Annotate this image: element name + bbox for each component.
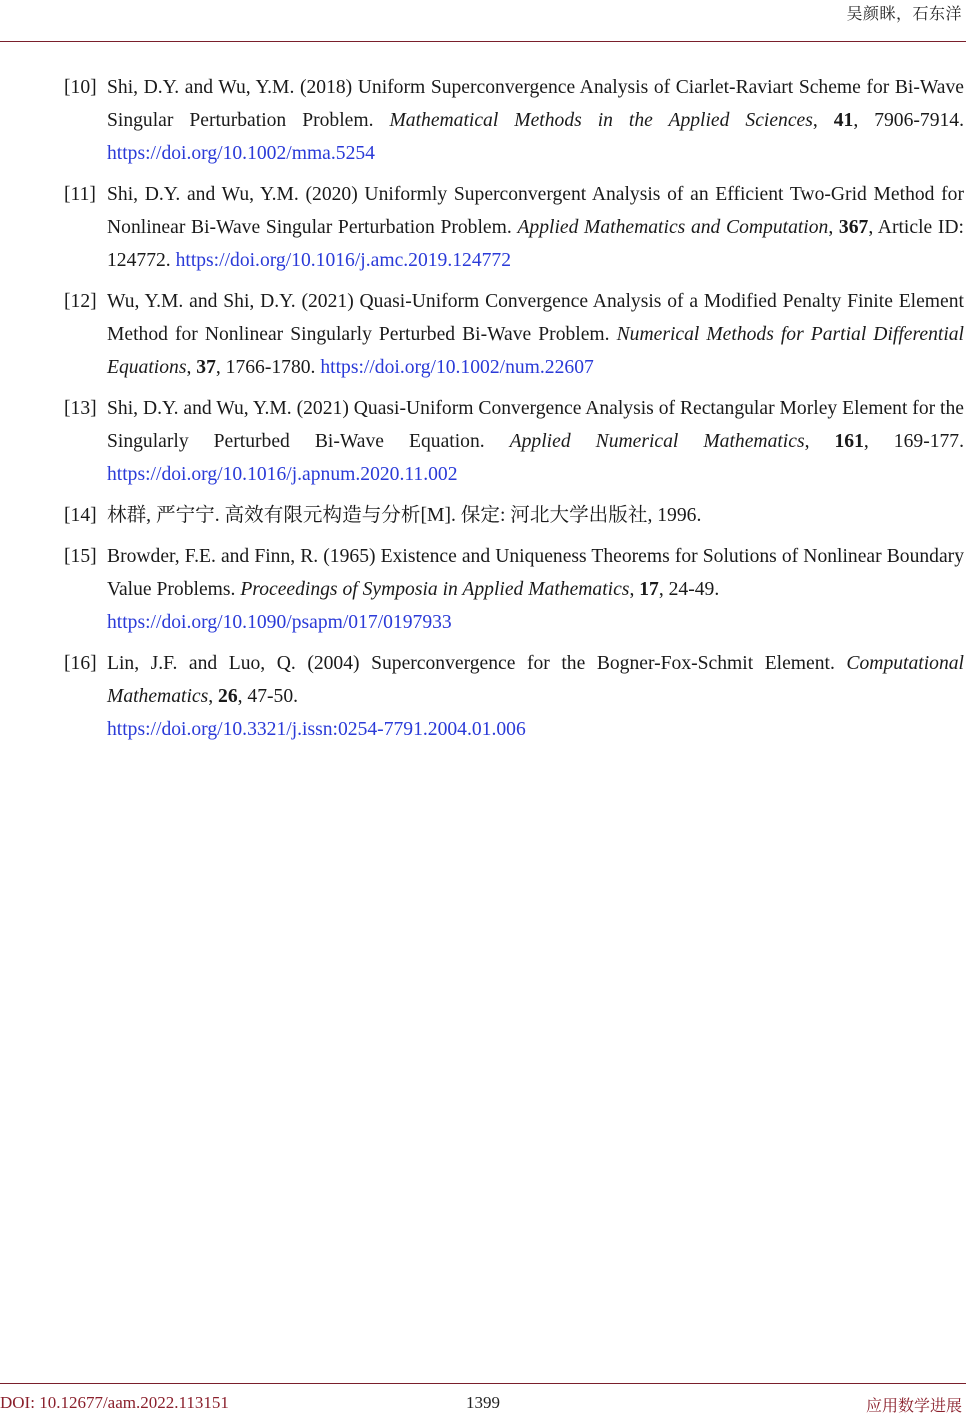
reference-pages: , Article ID: 124772. (107, 217, 964, 271)
separator: , (629, 579, 640, 600)
reference-item (0, 647, 966, 746)
reference-item (0, 178, 966, 277)
reference-pages: , 7906-7914. (853, 110, 964, 131)
reference-volume: 26 (218, 686, 238, 707)
reference-journal: Applied Numerical Mathematics (509, 431, 805, 452)
reference-pages: , 169-177. (863, 431, 965, 452)
reference-journal: Proceedings of Symposia in Applied Mathematics (240, 579, 630, 600)
reference-item (0, 71, 966, 170)
doi-link[interactable]: https://doi.org/10.1090/psapm/017/0197933 (107, 612, 452, 633)
reference-item (0, 285, 966, 384)
reference-volume: 17 (639, 579, 659, 600)
doi-link[interactable]: https://doi.org/10.1016/j.apnum.2020.11.002 (107, 464, 458, 485)
reference-item (0, 499, 966, 532)
reference-text: Shi, D.Y. and Wu, Y.M. (2018) Uniform Superconvergence Analysis of Ciarlet-Raviart Scheme for Bi-Wave Singular Perturbation Problem. (107, 77, 964, 131)
reference-pages: , 24-49. (658, 579, 720, 600)
reference-item (0, 540, 966, 639)
page-header (0, 0, 966, 42)
separator: , (186, 357, 197, 378)
reference-journal: Mathematical Methods in the Applied Sciences (389, 110, 813, 131)
reference-journal: Applied Mathematics and Computation (517, 217, 829, 238)
reference-volume: 161 (834, 431, 864, 452)
reference-journal: Numerical Methods for Partial Differential Equations (107, 324, 964, 378)
reference-text: Wu, Y.M. and Shi, D.Y. (2021) Quasi-Uniform Convergence Analysis of a Modified Penalty Finite Element Method for Nonlinear Singularly Perturbed Bi-Wave Problem. (107, 291, 964, 345)
reference-text: Shi, D.Y. and Wu, Y.M. (2021) Quasi-Uniform Convergence Analysis of Rectangular Morley Element for the Singularly Perturbed Bi-Wave Equation. (107, 398, 964, 452)
reference-text: 林群, 严宁宁. 高效有限元构造与分析[M]. 保定: 河北大学出版社, 1996. (107, 505, 702, 526)
doi-link[interactable]: https://doi.org/10.1016/j.amc.2019.124772 (175, 250, 512, 271)
reference-journal: Computational Mathematics (107, 653, 964, 707)
reference-text: Browder, F.E. and Finn, R. (1965) Existence and Uniqueness Theorems for Solutions of Nonlinear Boundary Value Problems. (107, 546, 964, 600)
reference-number: [13] (64, 398, 97, 419)
reference-volume: 41 (833, 110, 854, 131)
reference-number: [12] (64, 291, 97, 312)
reference-number: [10] (64, 77, 97, 98)
doi-link[interactable]: https://doi.org/10.3321/j.issn:0254-7791.2004.01.006 (107, 719, 526, 740)
reference-item (0, 392, 966, 491)
reference-text: Lin, J.F. and Luo, Q. (2004) Superconvergence for the Bogner-Fox-Schmit Element. (107, 653, 847, 674)
footer-doi: DOI: 10.12677/aam.2022.113151 (0, 1393, 229, 1412)
reference-text: Shi, D.Y. and Wu, Y.M. (2020) Uniformly Superconvergent Analysis of an Efficient Two-Grid Method for Nonlinear Bi-Wave Singular Perturbation Problem. (107, 184, 964, 238)
reference-pages: , 47-50. (237, 686, 299, 707)
reference-number: [16] (64, 653, 97, 674)
running-head-authors: 吴颜眯，石东洋 (846, 4, 962, 23)
reference-volume: 367 (838, 217, 869, 238)
separator: , (208, 686, 219, 707)
footer-journal-name: 应用数学进展 (865, 1398, 962, 1415)
reference-number: [11] (64, 184, 96, 205)
reference-list (0, 71, 966, 754)
separator: , (828, 217, 839, 238)
reference-volume: 37 (196, 357, 216, 378)
page-footer (0, 1383, 966, 1415)
doi-link[interactable]: https://doi.org/10.1002/num.22607 (320, 357, 594, 378)
reference-pages: , 1766-1780. (215, 357, 321, 378)
doi-link[interactable]: https://doi.org/10.1002/mma.5254 (107, 143, 375, 164)
reference-number: [15] (64, 546, 97, 567)
reference-number: [14] (64, 505, 97, 526)
separator: , (812, 110, 834, 131)
separator: , (804, 431, 835, 452)
page-number: 1399 (466, 1393, 500, 1412)
